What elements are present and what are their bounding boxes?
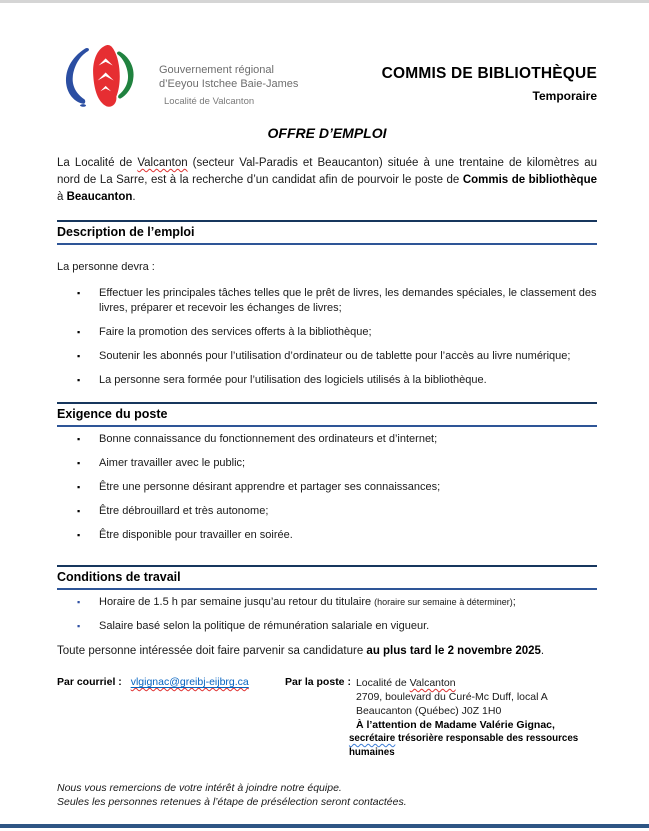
bullet-text: La personne sera formée pour l’utilisation des logiciels utilisés à la bibliothèque. — [99, 374, 487, 386]
document-title: OFFRE D’EMPLOI — [267, 125, 387, 141]
closing-note — [57, 781, 597, 809]
bullet-square-icon: ▪ — [77, 506, 81, 516]
address-line-1 — [356, 676, 597, 690]
description-lead: La personne devra : — [57, 261, 155, 273]
bullet-text — [99, 595, 597, 610]
bullet-square-icon: ▪ — [77, 482, 81, 492]
bullet-text: Aimer travailler avec le public; — [99, 457, 246, 469]
bullet-square-icon: ▪ — [77, 597, 81, 607]
closing-line-2: Seules les personnes retenues à l’étape de présélection seront contactées. — [57, 796, 407, 808]
bullet-square-icon: ▪ — [77, 530, 81, 540]
list-item — [57, 286, 597, 316]
bullet-square-icon: ▪ — [77, 434, 81, 444]
bullet-text: Être une personne désirant apprendre et partager ses connaissances; — [99, 481, 441, 493]
bullet-text: Salaire basé selon la politique de rémunération salariale en vigueur. — [99, 620, 430, 632]
conditions-bullet-list — [57, 595, 597, 634]
bullet-square-icon: ▪ — [77, 351, 81, 361]
address-line-2: 2709, boulevard du Curé-Mc Duff, local A — [355, 691, 548, 703]
brand-block — [57, 45, 298, 109]
job-type: Temporaire — [532, 89, 597, 103]
list-item — [57, 456, 597, 471]
bullet-text: Être débrouillard et très autonome; — [99, 505, 269, 517]
deadline-text-2: . — [540, 645, 545, 657]
conditions-horaire-end: ; — [512, 596, 516, 608]
list-item — [57, 595, 597, 610]
list-item — [57, 528, 597, 543]
bullet-square-icon: ▪ — [77, 621, 81, 631]
list-item — [57, 480, 597, 495]
bottom-border-bar — [0, 824, 649, 828]
bullet-text: Faire la promotion des services offerts à la bibliothèque; — [99, 326, 372, 338]
attention-title-rest: trésorière responsable des ressources humaines — [348, 733, 579, 758]
attention-title-line — [349, 732, 597, 760]
address-valcanton-misspelled: Valcanton — [409, 677, 456, 689]
intro-paragraph — [57, 155, 597, 206]
eeyou-istchee-logo-icon — [57, 45, 149, 109]
description-bullet-list — [57, 286, 597, 388]
deadline-date-bold: au plus tard le 2 novembre 2025 — [366, 645, 541, 657]
address-line-3: Beaucanton (Québec) J0Z 1H0 — [355, 705, 502, 717]
contact-email-block — [57, 676, 285, 760]
bullet-square-icon: ▪ — [77, 458, 81, 468]
closing-line-1: Nous vous remercions de votre intérêt à joindre notre équipe. — [57, 782, 342, 794]
org-name-line1: Gouvernement régional — [159, 64, 274, 76]
bullet-square-icon: ▪ — [77, 327, 81, 337]
section-heading-exigence: Exigence du poste — [57, 402, 597, 427]
bullet-text: Bonne connaissance du fonctionnement des ordinateurs et d’internet; — [99, 433, 438, 445]
email-label: Par courriel : — [57, 676, 122, 688]
section-heading-description: Description de l’emploi — [57, 220, 597, 245]
section-heading-conditions: Conditions de travail — [57, 565, 597, 590]
mail-address — [348, 676, 597, 760]
list-item — [57, 504, 597, 519]
contact-mail-block — [285, 676, 597, 760]
top-border-strip — [0, 0, 649, 3]
org-locality: Localité de Valcanton — [164, 96, 255, 107]
intro-location-bold: Beaucanton — [66, 191, 133, 203]
list-item — [57, 432, 597, 447]
bullet-text: Être disponible pour travailler en soirée. — [99, 529, 293, 541]
deadline-paragraph — [57, 643, 597, 659]
conditions-horaire-note: (horaire sur semaine à déterminer) — [374, 597, 513, 607]
mail-label: Par la poste : — [285, 676, 351, 688]
intro-text-2: (secteur Val-Paradis et Beaucanton) située à une trentaine de kilomètres au nord de La Sarre, est à la recherche d’un candidat afin de pourvoir le poste de — [57, 157, 598, 186]
list-item — [57, 325, 597, 340]
email-wrap — [131, 676, 249, 688]
bullet-square-icon: ▪ — [77, 288, 81, 298]
org-text-block — [159, 45, 298, 107]
intro-valcanton-misspelled: Valcanton — [137, 157, 188, 169]
list-item — [57, 373, 597, 388]
exigence-bullet-list — [57, 432, 597, 543]
intro-text-1: La Localité de — [57, 157, 138, 169]
bullet-text: Effectuer les principales tâches telles que le prêt de livres, les demandes spéciales, le classement des livres, préparer et recevoir les échanges de livres; — [99, 287, 597, 314]
list-item — [57, 619, 597, 634]
conditions-horaire-text: Horaire de 1.5 h par semaine jusqu’au retour du titulaire — [99, 596, 375, 608]
job-title-block — [382, 45, 597, 103]
address-locality-label: Localité de — [355, 677, 410, 689]
attention-line: À l’attention de Madame Valérie Gignac, — [355, 719, 555, 731]
secretaire-grammar-flag: secrétaire — [348, 733, 396, 744]
list-item — [57, 349, 597, 364]
bullet-text: Soutenir les abonnés pour l’utilisation d’ordinateur ou de tablette pour l’accès au livre numérique; — [99, 350, 571, 362]
document-header — [57, 45, 597, 109]
intro-position-bold: Commis de bibliothèque — [462, 174, 597, 186]
org-name-line2: d’Eeyou Istchee Baie-James — [159, 78, 299, 90]
deadline-text-1: Toute personne intéressée doit faire parvenir sa candidature — [57, 645, 367, 657]
contact-block — [57, 676, 597, 760]
intro-text-4: . — [132, 191, 136, 203]
email-link[interactable]: vlgignac@greibj-eijbrg.ca — [130, 676, 249, 688]
job-title: COMMIS DE BIBLIOTHÈQUE — [381, 65, 597, 82]
intro-text-3: à — [57, 191, 67, 203]
bullet-square-icon: ▪ — [77, 375, 81, 385]
